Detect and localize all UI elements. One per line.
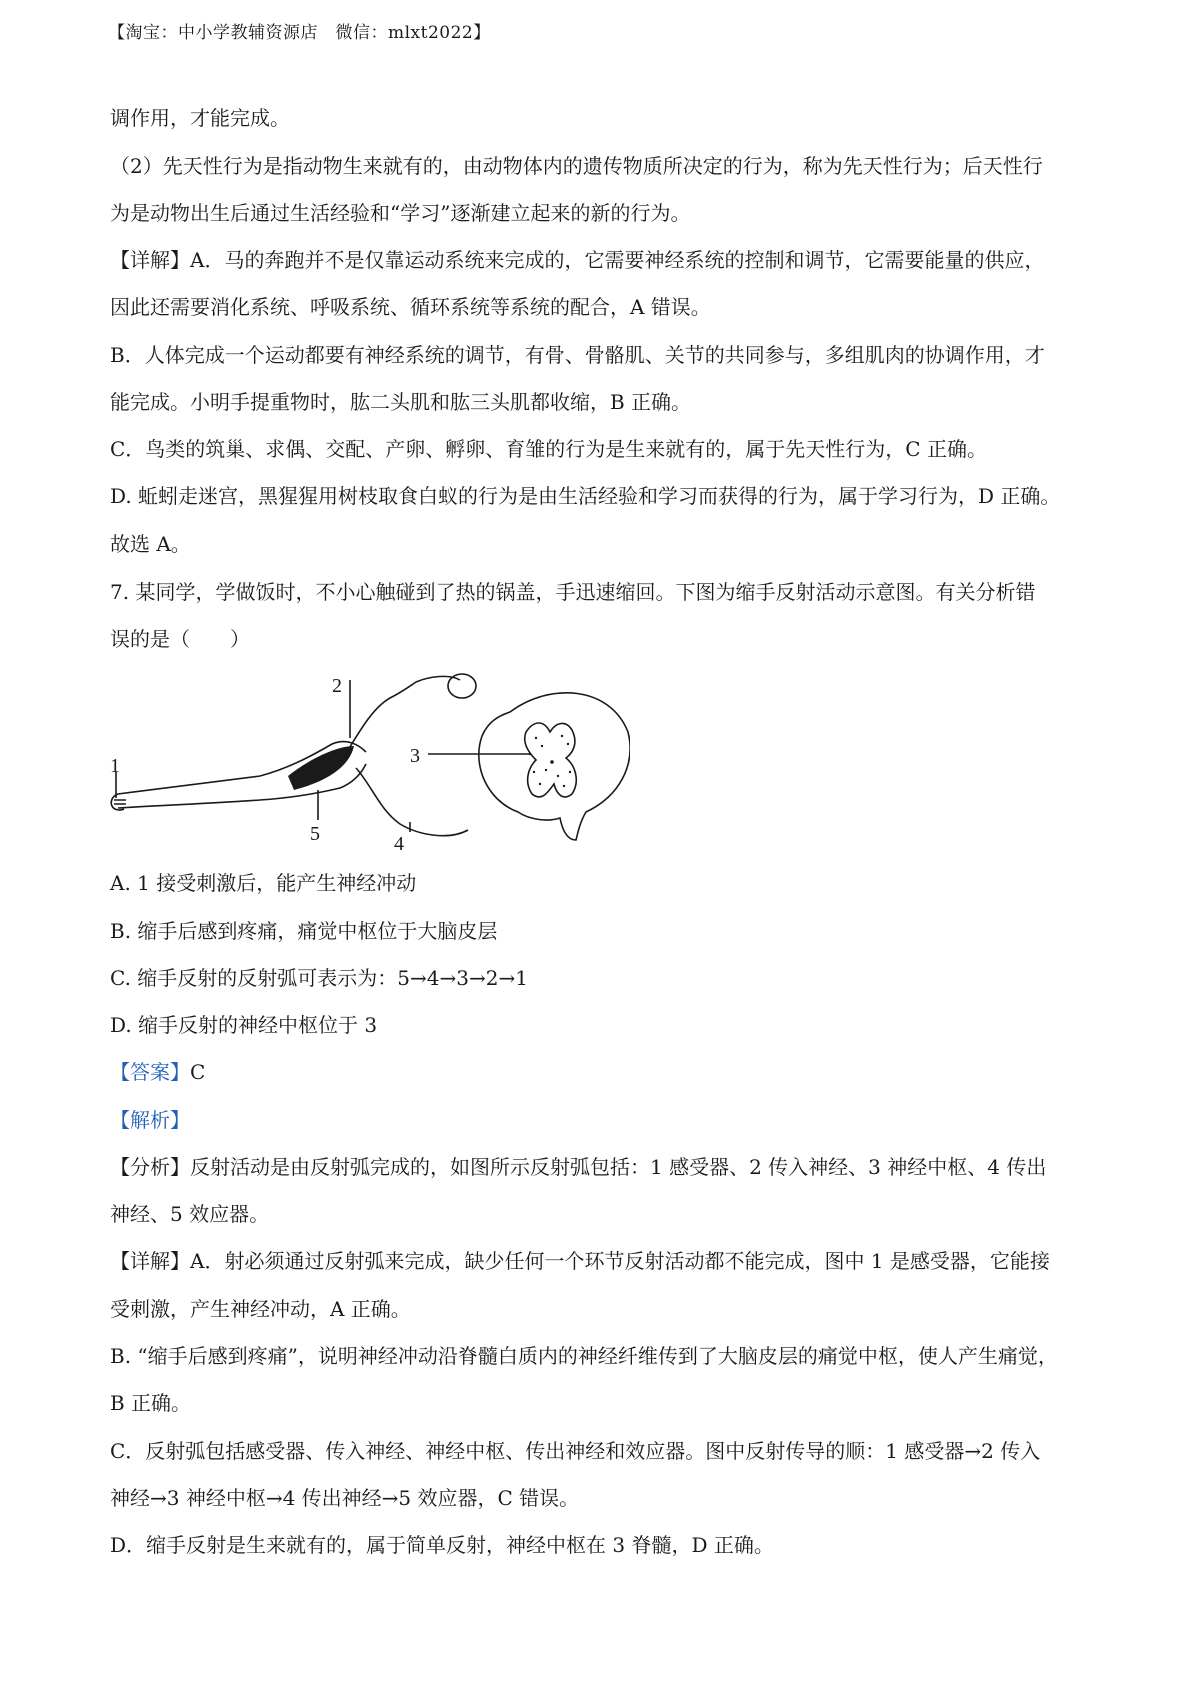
spinal-cord-outline (479, 693, 630, 840)
paragraph-line: D. 蚯蚓走迷宫，黑猩猩用树枝取食白蚁的行为是由生活经验和学习而获得的行为，属于学习行为，D 正确。 (110, 484, 1061, 508)
paragraph-line: 故选 A。 (110, 532, 191, 556)
paragraph-line: B．人体完成一个运动都要有神经系统的调节，有骨、骨骼肌、关节的共同参与，多组肌肉的协调作用，才 (110, 343, 1045, 367)
paragraph-line: 【详解】A．马的奔跑并不是仅靠运动系统来完成的，它需要神经系统的控制和调节，它需要能量的供应， (110, 248, 1045, 272)
muscle-effector (288, 746, 354, 790)
paragraph-line: （2）先天性行为是指动物生来就有的，由动物体内的遗传物质所决定的行为，称为先天性行为；后天性行 (110, 154, 1043, 178)
analysis-tag: 【解析】 (110, 1108, 190, 1132)
paragraph-line: 能完成。小明手提重物时，肱二头肌和肱三头肌都收缩，B 正确。 (110, 390, 692, 414)
answer-line (110, 1062, 205, 1082)
diagram-label-3: 3 (410, 745, 420, 767)
analysis-line: 神经、5 效应器。 (110, 1202, 270, 1226)
reflex-arc-diagram (110, 672, 630, 852)
efferent-nerve (356, 768, 468, 836)
analysis-line: 受刺激，产生神经冲动，A 正确。 (110, 1297, 411, 1321)
diagram-label-2: 2 (332, 675, 342, 697)
diagram-label-5: 5 (310, 823, 320, 845)
analysis-line: B 正确。 (110, 1391, 192, 1415)
analysis-line: 【详解】A．射必须通过反射弧来完成，缺少任何一个环节反射活动都不能完成，图中 1 是感受器，它能接 (110, 1249, 1050, 1273)
analysis-line: 神经→3 神经中枢→4 传出神经→5 效应器，C 错误。 (110, 1486, 580, 1510)
grey-matter (525, 723, 577, 797)
analysis-line: 【分析】反射活动是由反射弧完成的，如图所示反射弧包括：1 感受器、2 传入神经、3 神经中枢、4 传出 (110, 1155, 1047, 1179)
analysis-line: B. “缩手后感到疼痛”，说明神经冲动沿脊髓白质内的神经纤维传到了大脑皮层的痛觉中枢，使人产生痛觉， (110, 1344, 1058, 1368)
paragraph-line: C．鸟类的筑巢、求偶、交配、产卵、孵卵、育雏的行为是生来就有的，属于先天性行为，C 正确。 (110, 437, 987, 461)
ganglion-circle (448, 674, 476, 698)
question-stem: 7. 某同学，学做饭时，不小心触碰到了热的锅盖，手迅速缩回。下图为缩手反射活动示意图。有关分析错 (110, 580, 1036, 604)
analysis-line: C．反射弧包括感受器、传入神经、神经中枢、传出神经和效应器。图中反射传导的顺：1 感受器→2 传入 (110, 1439, 1041, 1463)
diagram-label-1: 1 (110, 755, 120, 777)
diagram-label-4: 4 (394, 833, 404, 852)
option-d: D. 缩手反射的神经中枢位于 3 (110, 1013, 378, 1037)
option-a: A. 1 接受刺激后，能产生神经冲动 (110, 871, 417, 895)
paragraph-line: 为是动物出生后通过生活经验和“学习”逐渐建立起来的新的行为。 (110, 201, 691, 225)
paragraph-line: 因此还需要消化系统、呼吸系统、循环系统等系统的配合，A 错误。 (110, 295, 711, 319)
paragraph-line: 调作用，才能完成。 (110, 106, 290, 130)
analysis-line: D．缩手反射是生来就有的，属于简单反射，神经中枢在 3 脊髓，D 正确。 (110, 1533, 774, 1557)
answer-value: C (190, 1060, 206, 1084)
question-stem: 误的是（ ） (110, 627, 250, 651)
option-c: C. 缩手反射的反射弧可表示为：5→4→3→2→1 (110, 966, 528, 990)
option-b: B. 缩手后感到疼痛，痛觉中枢位于大脑皮层 (110, 919, 498, 943)
answer-tag: 【答案】 (110, 1060, 190, 1084)
page-header: 【淘宝：中小学教辅资源店 微信：mlxt2022】 (108, 23, 491, 43)
